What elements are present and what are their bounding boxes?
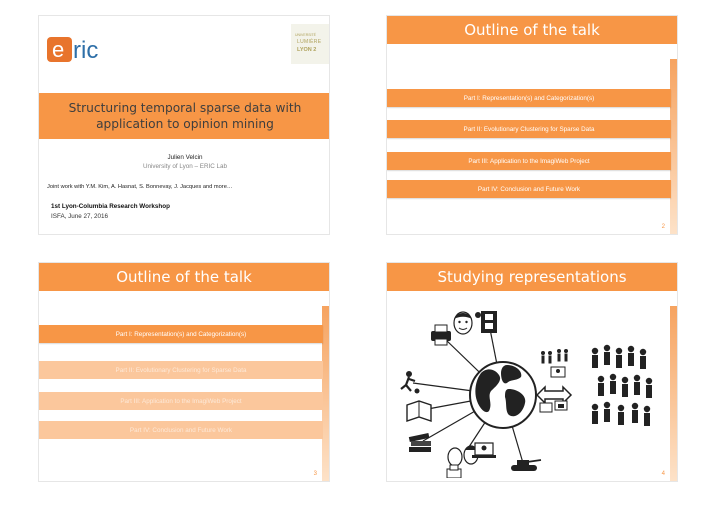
crowd-icon [592, 345, 652, 426]
outline-item-part3: Part III: Application to the ImagiWeb Project [39, 392, 323, 410]
workshop-name: 1st Lyon-Columbia Research Workshop [51, 203, 170, 210]
logo-letter: e [52, 37, 65, 62]
title-line2: application to opinion mining [96, 117, 274, 131]
university-logo [291, 24, 329, 64]
ballot-box-icon [447, 465, 461, 478]
slide-title-bar: Studying representations [387, 263, 677, 291]
univ-line2: LUMIÈRE [297, 39, 322, 45]
outline-item-part4: Part IV: Conclusion and Future Work [39, 421, 323, 439]
author-affiliation: University of Lyon – ERIC Lab [142, 163, 228, 170]
page-number: 2 [661, 224, 665, 230]
univ-line1: UNIVERSITÉ [295, 33, 317, 37]
venue-date: ISFA, June 27, 2016 [51, 213, 109, 220]
side-accent [670, 59, 677, 234]
page-number: 4 [661, 471, 665, 477]
eric-logo [47, 34, 117, 64]
outline-item-part3: Part III: Application to the ImagiWeb Project [387, 152, 671, 170]
representations-illustration [395, 303, 671, 478]
books-icon [409, 433, 431, 452]
face-icon [454, 312, 472, 334]
book-icon [407, 401, 431, 421]
univ-line3: LYON 2 [297, 47, 317, 53]
slide-outline [386, 15, 678, 235]
author-name: Julien Velcin [167, 154, 203, 161]
page-number: 3 [313, 471, 317, 477]
film-icon [475, 311, 497, 333]
slide-title-bar: Outline of the talk [39, 263, 329, 291]
laptop-icon [472, 443, 496, 458]
outline-item-part2: Part II: Evolutionary Clustering for Sparse Data [39, 361, 323, 379]
side-accent [670, 306, 677, 481]
slide-title-bar: Outline of the talk [387, 16, 677, 44]
outline-item-part1: Part I: Representation(s) and Categorization(s) [39, 325, 323, 343]
outline-item-part1: Part I: Representation(s) and Categorization(s) [387, 89, 671, 107]
side-accent [322, 306, 329, 481]
slide-outline-part1 [38, 262, 330, 482]
soccer-player-icon [401, 371, 420, 394]
globe-icon [470, 362, 536, 428]
title-line1: Structuring temporal sparse data with [68, 101, 302, 115]
presentation-title [39, 93, 330, 139]
small-group-icon [540, 349, 568, 412]
joint-work: Joint work with Y.M. Kim, A. Hasnat, S. Bonnevay, J. Jacques and more… [47, 184, 233, 190]
outline-item-part4: Part IV: Conclusion and Future Work [387, 180, 671, 198]
outline-item-part2: Part II: Evolutionary Clustering for Sparse Data [387, 120, 671, 138]
logo-text: ric [73, 37, 99, 64]
slide-representations [386, 262, 678, 482]
tank-icon [511, 460, 541, 471]
slide-title [38, 15, 330, 235]
